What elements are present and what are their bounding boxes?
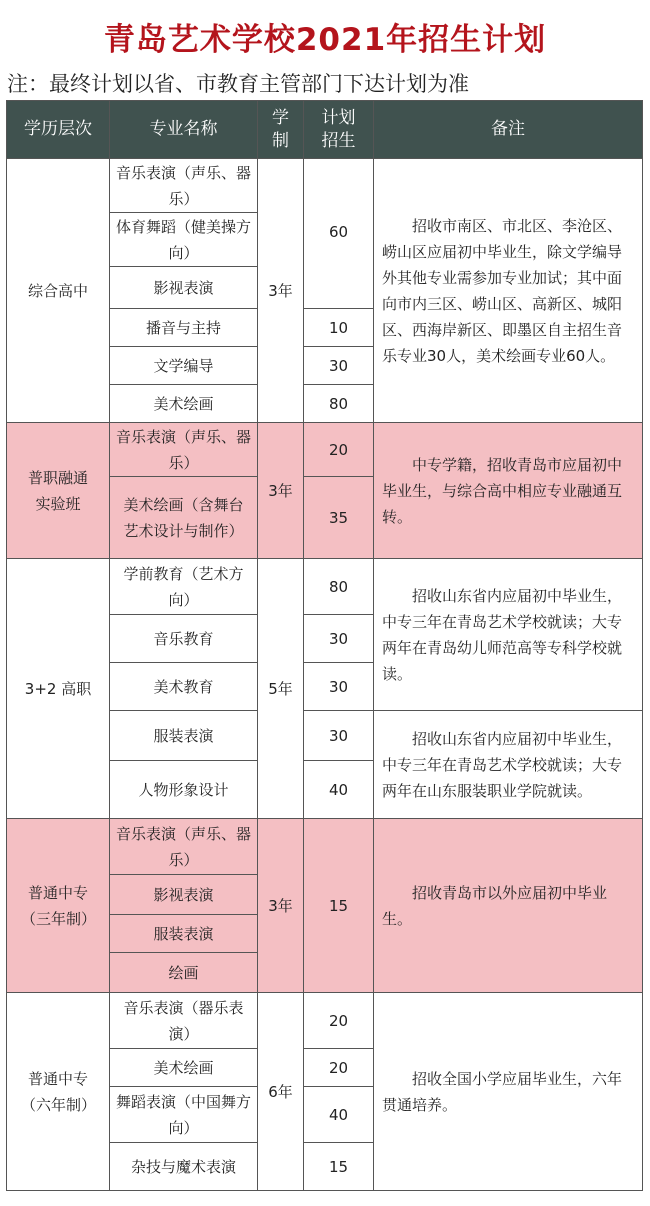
remark-cell: 招收山东省内应届初中毕业生，中专三年在青岛艺术学校就读；大专两年在山东服装职业学院就读。	[374, 711, 643, 819]
table-row	[7, 993, 643, 1049]
major-cell: 文学编导	[110, 347, 258, 385]
remark-cell: 中专学籍，招收青岛市应届初中毕业生，与综合高中相应专业融通互转。	[374, 423, 643, 559]
duration-cell: 6年	[258, 993, 304, 1191]
major-cell: 美术教育	[110, 663, 258, 711]
plan-cell: 40	[304, 761, 374, 819]
page-title: 青岛艺术学校2021年招生计划	[103, 22, 547, 58]
page-note: 注：最终计划以省、市教育主管部门下达计划为准	[7, 72, 469, 96]
table-row	[7, 559, 643, 615]
major-cell: 绘画	[110, 953, 258, 993]
plan-cell: 60	[304, 159, 374, 309]
major-cell: 播音与主持	[110, 309, 258, 347]
plan-cell: 80	[304, 385, 374, 423]
major-cell: 美术绘画（含舞台艺术设计与制作）	[110, 477, 258, 559]
remark-cell: 招收青岛市以外应届初中毕业生。	[374, 819, 643, 993]
major-cell: 音乐表演（声乐、器乐）	[110, 423, 258, 477]
plan-cell: 30	[304, 711, 374, 761]
table-row	[7, 423, 643, 477]
level-cell: 3+2 高职	[7, 559, 110, 819]
plan-cell: 20	[304, 1049, 374, 1087]
major-cell: 音乐表演（声乐、器乐）	[110, 159, 258, 213]
remark-cell: 招收全国小学应届毕业生，六年贯通培养。	[374, 993, 643, 1191]
level-cell: 普职融通实验班	[7, 423, 110, 559]
level-cell: 普通中专（六年制）	[7, 993, 110, 1191]
plan-cell: 80	[304, 559, 374, 615]
header-remark: 备注	[374, 101, 643, 159]
enrollment-table	[6, 100, 643, 1191]
major-cell: 舞蹈表演（中国舞方向）	[110, 1087, 258, 1143]
duration-cell: 3年	[258, 819, 304, 993]
major-cell: 学前教育（艺术方向）	[110, 559, 258, 615]
major-cell: 服装表演	[110, 915, 258, 953]
header-duration: 学制	[258, 101, 304, 159]
level-cell: 普通中专（三年制）	[7, 819, 110, 993]
plan-cell: 15	[304, 1143, 374, 1191]
major-cell: 音乐表演（器乐表演）	[110, 993, 258, 1049]
major-cell: 美术绘画	[110, 1049, 258, 1087]
header-level: 学历层次	[7, 101, 110, 159]
major-cell: 影视表演	[110, 267, 258, 309]
major-cell: 音乐教育	[110, 615, 258, 663]
plan-cell: 35	[304, 477, 374, 559]
plan-cell: 30	[304, 347, 374, 385]
level-cell: 综合高中	[7, 159, 110, 423]
header-row	[7, 101, 643, 159]
major-cell: 服装表演	[110, 711, 258, 761]
major-cell: 体育舞蹈（健美操方向）	[110, 213, 258, 267]
major-cell: 杂技与魔术表演	[110, 1143, 258, 1191]
duration-cell: 3年	[258, 423, 304, 559]
major-cell: 影视表演	[110, 875, 258, 915]
plan-cell: 40	[304, 1087, 374, 1143]
plan-cell: 20	[304, 993, 374, 1049]
remark-cell: 招收山东省内应届初中毕业生，中专三年在青岛艺术学校就读；大专两年在青岛幼儿师范高等专科学校就读。	[374, 559, 643, 711]
table-row	[7, 159, 643, 213]
duration-cell: 5年	[258, 559, 304, 819]
plan-cell: 15	[304, 819, 374, 993]
header-plan: 计划招生	[304, 101, 374, 159]
table-row	[7, 819, 643, 875]
major-cell: 人物形象设计	[110, 761, 258, 819]
major-cell: 音乐表演（声乐、器乐）	[110, 819, 258, 875]
plan-cell: 30	[304, 663, 374, 711]
plan-cell: 30	[304, 615, 374, 663]
duration-cell: 3年	[258, 159, 304, 423]
header-major: 专业名称	[110, 101, 258, 159]
plan-cell: 10	[304, 309, 374, 347]
remark-cell: 招收市南区、市北区、李沧区、崂山区应届初中毕业生，除文学编导外其他专业需参加专业加试；其中面向市内三区、崂山区、高新区、城阳区、西海岸新区、即墨区自主招生音乐专业30人，美术绘画专业60人。	[374, 159, 643, 423]
plan-cell: 20	[304, 423, 374, 477]
major-cell: 美术绘画	[110, 385, 258, 423]
